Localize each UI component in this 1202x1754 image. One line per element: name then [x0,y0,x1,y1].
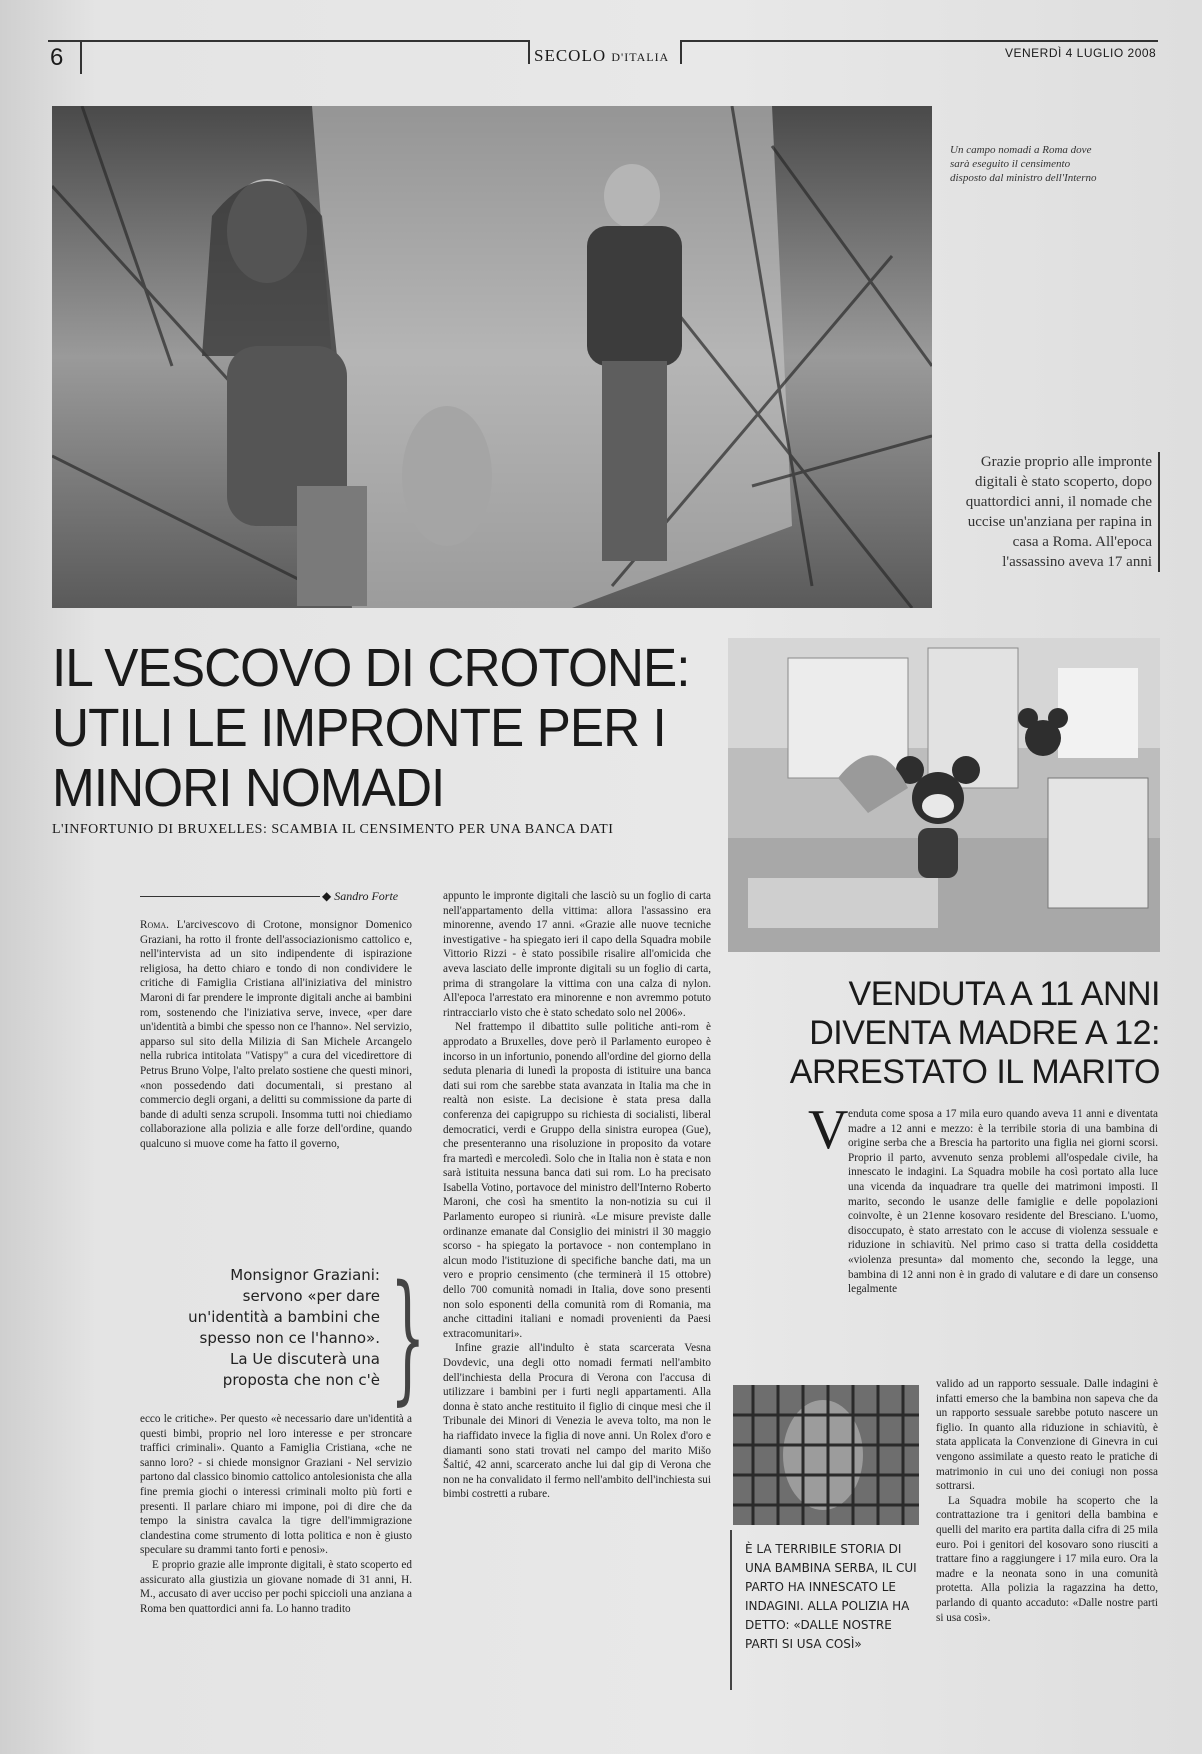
dateline: Roma. [140,919,169,931]
article2-column [936,1377,1158,1625]
masthead-title: SECOLO [534,46,607,65]
article2-paragraph: valido ad un rapporto sessuale. Dalle indagini è infatti emerso che la bambina non sapeva che da un rapporto sessuale sarebbe potuto nascere un figlio. In quanto alla riduzione in schiavitù, è stata applicata la Convenzione di Ginevra in cui vengono assimilate a questo reato le pratiche di matrimonio in cui uno dei coniugi non possa sottrarsi. [936,1378,1158,1493]
pull-quote-brace: } [390,1256,426,1419]
article2-lead [848,1107,1158,1297]
article-paragraph: E proprio grazie alle impronte digitali, è stato scoperto ed assicurato alla giustizia un giovane nomade di 31 anni, H. M., accusato di aver ucciso per pochi spiccioli una anziana a Roma ben quattordici anni fa. Lo hanno tradito [140,1558,412,1615]
article-paragraph: Nel frattempo il dibattito sulle politiche anti-rom è approdato a Bruxelles, dove però il Parlamento europeo è incorso in un infortunio, ponendo all'ordine del giorno della seduta plenaria di lunedì la proposta di istituire una banca dati sui rom che sarebbe stata avanzata in Italia ma che in realtà non esiste. La decisione è stata presa dalla conferenza dei capigruppo su richiesta di socialisti, liberal democratici, verdi e Gruppo della sinistra europea (Gue), che presenteranno una risoluzione in proposito da votare fra martedì e mercoledì. Solo che in Italia non è stata e non sarà istituita nessuna banca dati sui rom. Lo ha precisato Isabella Votino, portavoce del ministro dell'Interno Roberto Maroni, che così ha smentito la non-notizia su cui il Parlamento europeo si riunirà. «Le misure previste dalle ordinanze emanate dal Consiglio dei ministri il 30 maggio scorso - ha spiegato la portavoce - non contemplano in alcun modo l'istituzione di specifiche banche dati, ma un vero e proprio censimento (che terminerà il 15 ottobre) dello 700 comunità nomadi in Italia, dove sono presenti non solo esponenti della comunità rom di Romania, ma anche cittadini italiani e nomadi provenienti da Paesi extracomunitari». [443,1021,711,1340]
header-rule-right [680,40,1158,42]
girl-photo [733,1385,919,1525]
article2-headline: VENDUTA A 11 ANNI DIVENTA MADRE A 12: ARRESTATO IL MARITO [789,975,1160,1091]
article-column-1b [140,1412,412,1616]
article-column-1 [140,918,412,1152]
article-paragraph [140,918,412,1152]
header-rule-left [48,40,528,42]
page-number: 6 [50,44,64,71]
header-rule-pageno [80,40,82,74]
main-photo-image [52,106,932,608]
article-paragraph: ecco le critiche». Per questo «è necessario dare un'identità a questi bimbi, proprio nel loro interesse e per stroncare traffici criminali». Quanto a Famiglia Cristiana, «che ne sanno loro? - si chiede monsignor Graziani - Nel servizio partono dal classico binomio cattolico antolesionista che alla fine premia giochi o interessi criminali molto più forti e presenti. Il parlare chiaro mi impone, poi di dire che da tempo la sinistra cavalca la tigre dell'immigrazione clandestina come strumento di lotta politica e non è giusto speculare su drammi tanto forti e penosi». [140,1413,412,1557]
article-subhead: L'INFORTUNIO DI BRUXELLES: SCAMBIA IL CENSIMENTO PER UNA BANCA DATI [52,822,614,837]
nursery-photo-image [728,638,1160,952]
article-paragraph: appunto le impronte digitali che lasciò su un foglio di carta nell'appartamento della vittima: allora l'assassino era minorenne, avendo 17 anni. «Grazie alle nuove tecniche investigative - ha spiegato ieri il capo della Squadra mobile Vittorio Rizzi - è stato possibile risalire all'omicida che aveva lasciato delle impronte digitali su un foglio di carta, prima di strangolare la vittima con una calza di nylon. All'epoca l'arrestato era minorenne e non avremmo potuto rintracciarlo visto che è stato schedato solo nel 2006». [443,890,711,1019]
article-text: L'arcivescovo di Crotone, monsignor Domenico Graziani, ha rotto il fronte dell'associazionismo cattolico e, nell'intervista ad un sito indipendente di ispirazione religiosa, ha detto chiaro e tondo di non condividere le critiche di Famiglia Cristiana all'iniziativa del ministro Maroni di far prendere le impronte digitali anche ai bambini rom, sostenendo che l'iniziativa serve, invece, «per dare un'identità a bimbi che spesso non ce l'hanno». Nel servizio, apparso sul sito della Milizia di San Michele Arcangelo nella rubrica intitolata "Vatispy" a cura del vicedirettore di Petrus Bruno Volpe, l'alto prelato sostiene che questi minori, «non possedendo dati documentali, si prestano al commercio degli organi, a delitti su commissione da parte di bande di adulti senza scrupoli. Insomma tutti noi chiediamo collaborazione alla polizia e alle forze dell'ordine, quando qualcuno si muove come ha fatto il governo, [140,919,413,1150]
article-headline: IL VESCOVO DI CROTONE: UTILI LE IMPRONTE PER I MINORI NOMADI [52,638,690,818]
girl-photo-image [733,1385,919,1525]
sidebar-caption: È LA TERRIBILE STORIA DI UNA BAMBINA SERBA, IL CUI PARTO HA INNESCATO LE INDAGINI. ALLA POLIZIA HA DETTO: «DALLE NOSTRE PARTI SI USA COSÌ» [745,1542,917,1651]
article2-dropcap: V [808,1099,849,1161]
byline: ◆ Sandro Forte [322,889,399,903]
main-photo-caption: Un campo nomadi a Roma dove sarà eseguito il censimento disposto dal ministro dell'Interno [950,144,1097,184]
masthead-subtitle: D'ITALIA [611,50,670,64]
main-photo-caption-box: Grazie proprio alle impronte digitali è stato scoperto, dopo quattordici anni, il nomade che uccise un'anziana per rapina in casa a Roma. All'epoca l'assassino aveva 17 anni [952,452,1160,572]
header-rule-center [528,40,530,64]
article2-paragraph: La Squadra mobile ha scoperto che la contrattazione tra i genitori della bambina e quelli del marito era partita dalla cifra di 25 mila euro. Poi i genitori del kosovaro sono riusciti a trattare fino a raggiungere i 17 mila euro. Ora la madre e la neonata sono in una comunità protetta. Alla polizia la ragazzina ha detto, parlando di quanto accaduto: «Dalle nostre parti si usa così». [936,1494,1158,1624]
header-date: VENERDÌ 4 LUGLIO 2008 [1005,46,1157,60]
article-paragraph: Infine grazie all'indulto è stata scarcerata Vesna Dovdevic, una degli otto nomadi fermati nell'ambito dell'inchiesta della Procura di Verona con l'accusa di utilizzare i bambini per i furti negli appartamenti. Alla donna è stato anche restituito il figlio di cinque mesi che il Tribunale dei Minori di Venezia le aveva tolto, ma non le ha riaffidato invece la figlia di nove anni. Un Rolex d'oro e diamanti sono stati trovati nel campo del marito Mišo Šaltić, 42 anni, scarcerato anche lui dal gip di Verona che non ne ha convalidato il fermo nell'ambito dell'inchiesta sui bimbi costretti a rubare. [443,1342,711,1501]
sidebar-rule [730,1530,732,1690]
masthead [534,46,669,66]
article2-paragraph: enduta come sposa a 17 mila euro quando aveva 11 anni e diventata madre a 12 anni e mezzo: è la terribile storia di una bambina di origine serba che a Brescia ha partorito una figlia nei giorni scorsi. Proprio il parto, avvenuto senza problemi all'ospedale civile, ha innescato le indagini. La Squadra mobile ha così portato alla luce una vicenda da inquadrare tra quelle dei matrimoni imposti. Il marito, secondo le usanze delle famiglie e delle popolazioni coinvolte, è un 21enne kosovaro residente del Bresciano. L'uomo, disoccupato, è stato arrestato con le accuse di violenza sessuale e riduzione in schiavitù. Nel primo caso si tratta della cosiddetta «violenza presunta» dal momento che, secondo la legge, una bambina di 12 anni non è in grado di valutare e di dare un consenso legalmente [848,1108,1158,1296]
main-photo [52,106,932,608]
byline-rule [140,896,320,897]
pull-quote: Monsignor Graziani: servono «per dare un'identità a bambini che spesso non ce l'hanno». La Ue discuterà una proposta che non c'è [188,1266,380,1389]
header-rule-right-tick [680,40,682,64]
nursery-photo [728,638,1160,952]
article-column-2 [443,889,711,1502]
